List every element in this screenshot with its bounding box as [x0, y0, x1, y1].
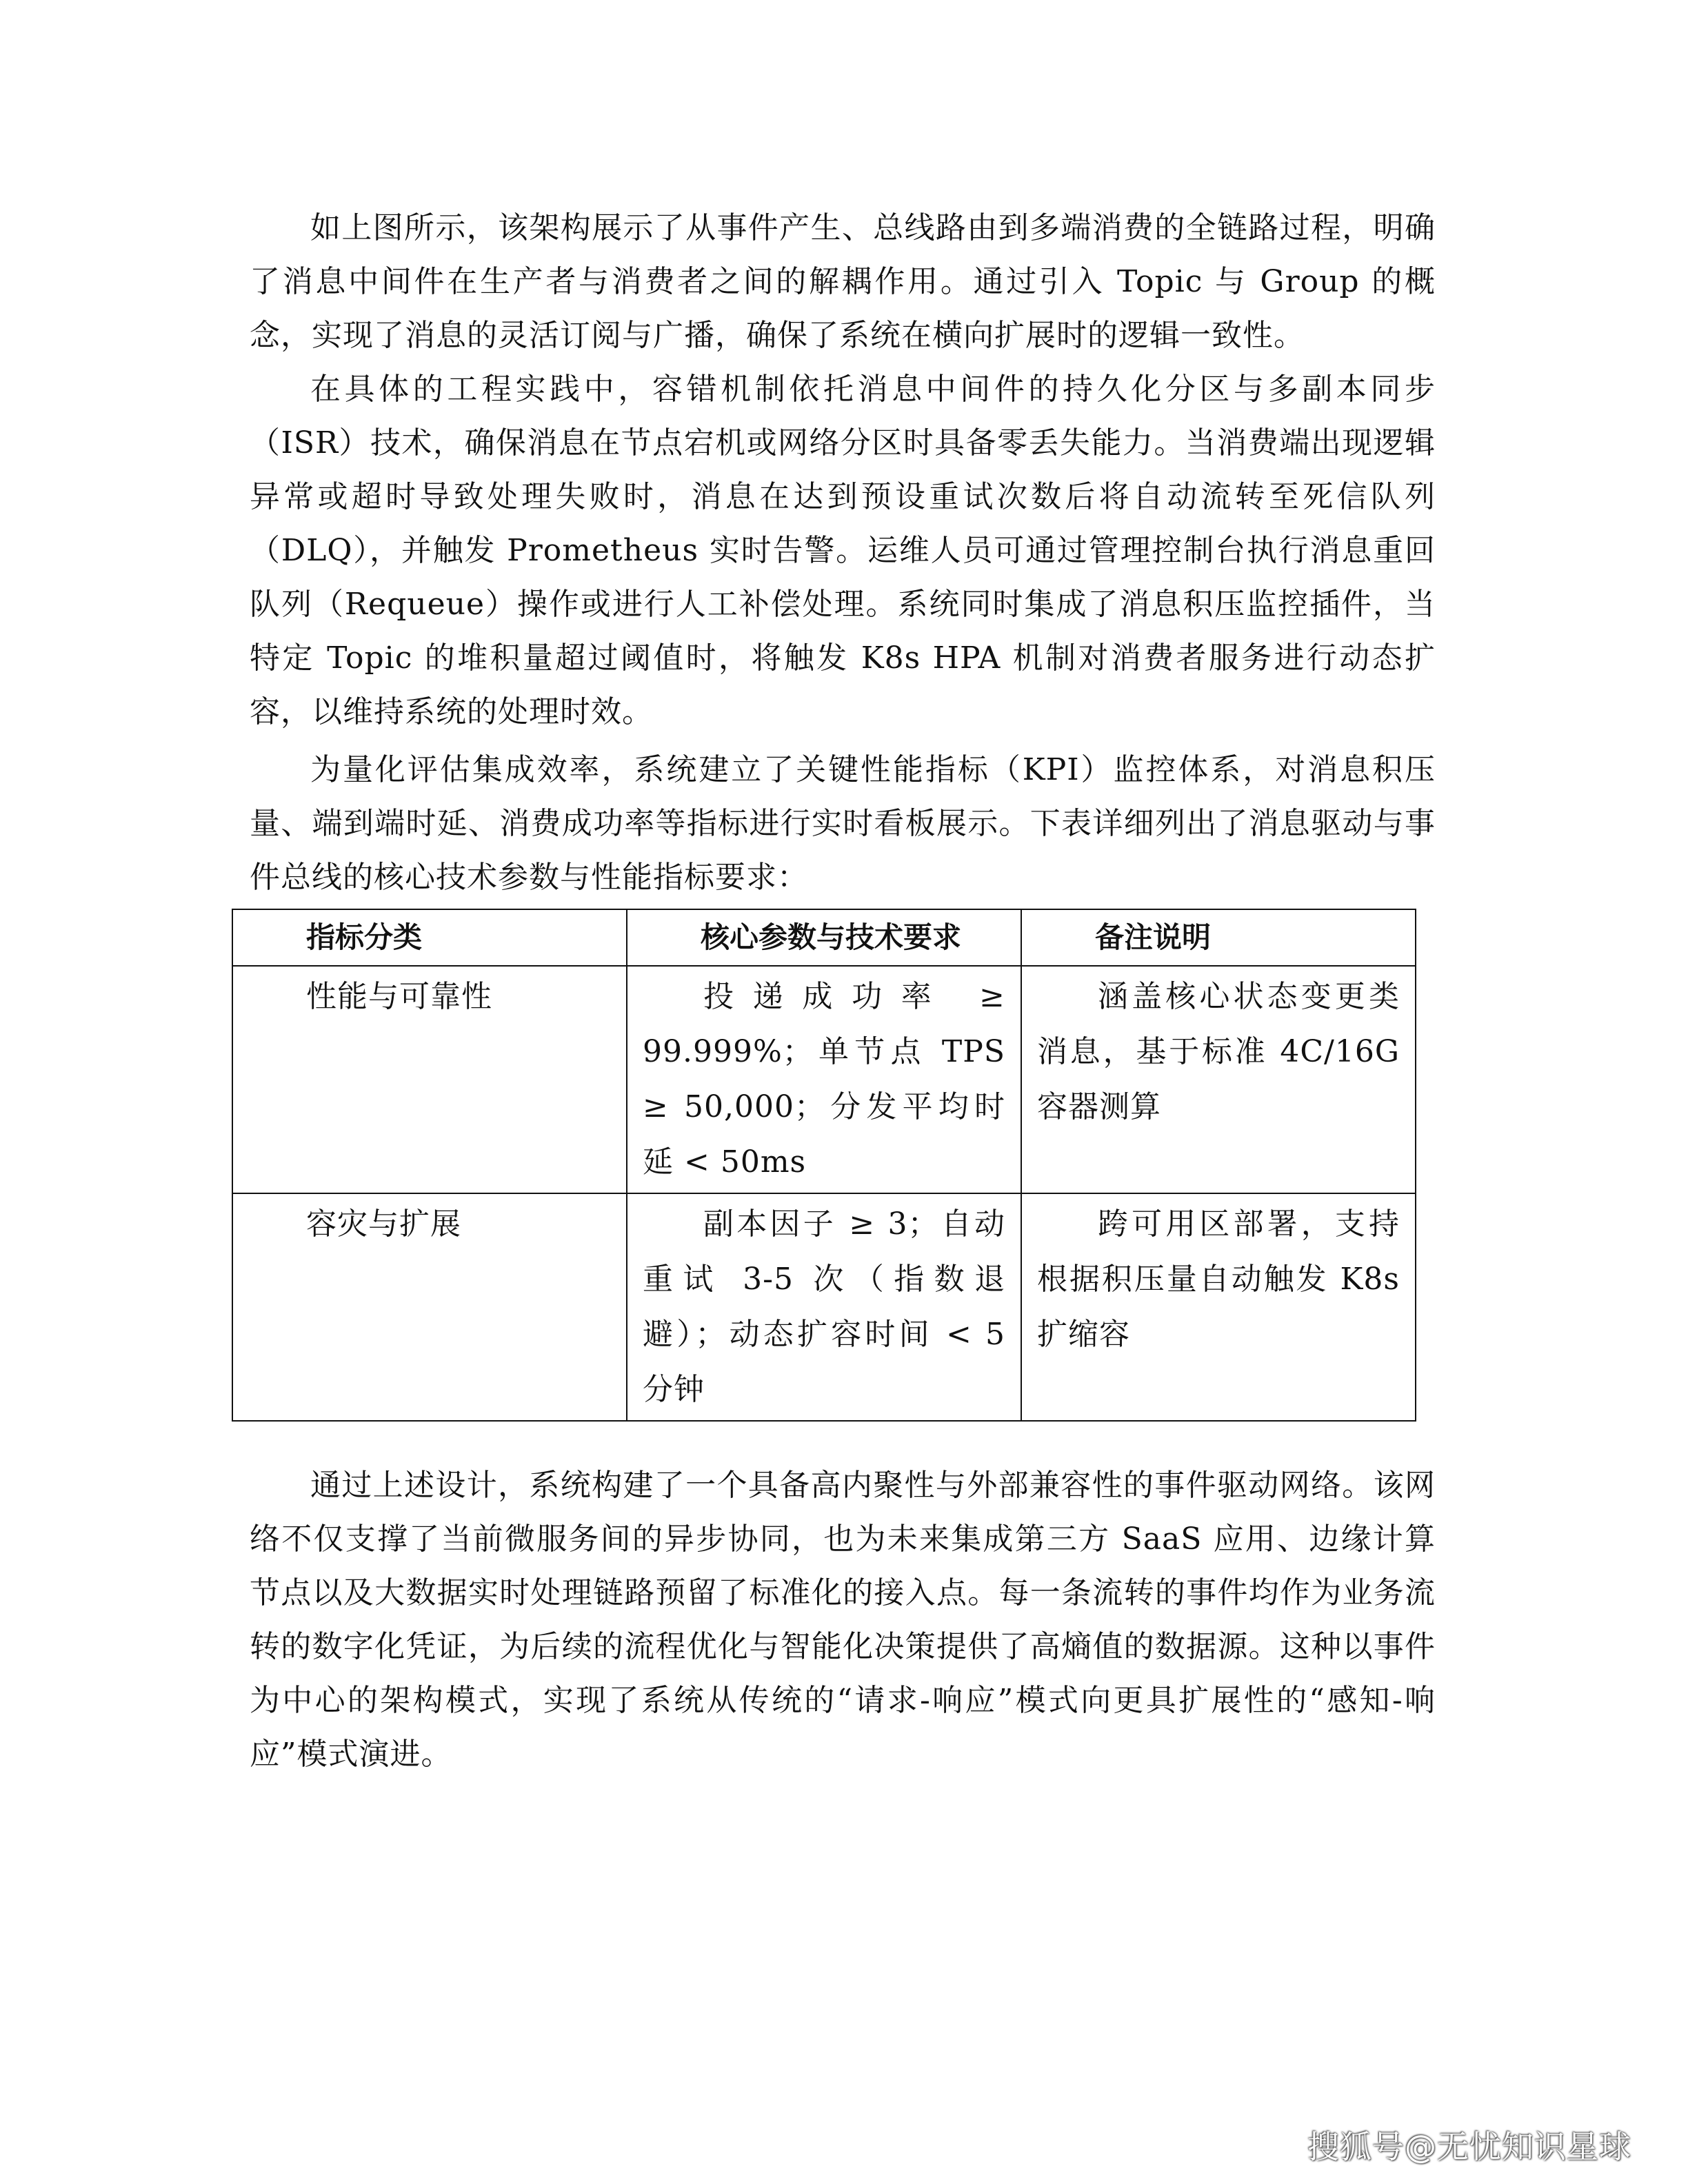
header-notes: 备注说明 [1021, 909, 1416, 966]
table-header-row [232, 909, 1416, 966]
paragraph-conclusion: 通过上述设计，系统构建了一个具备高内聚性与外部兼容性的事件驱动网络。该网络不仅支撑了当前微服务间的异步协同，也为未来集成第三方 SaaS 应用、边缘计算节点以及大数据实时处理链路预留了标准化的接入点。每一条流转的事件均作为业务流转的数字化凭证，为后续的流程优化与智能化决策提供了高熵值的数据源。这种以事件为中心的架构模式，实现了系统从传统的“请求-响应”模式向更具扩展性的“感知-响应”模式演进。 [250, 1468, 1436, 1772]
paragraph-fault-tolerance: 在具体的工程实践中，容错机制依托消息中间件的持久化分区与多副本同步（ISR）技术，确保消息在节点宕机或网络分区时具备零丢失能力。当消费端出现逻辑异常或超时导致处理失败时，消息在达到预设重试次数后将自动流转至死信队列（DLQ），并触发 Prometheus 实时告警。运维人员可通过管理控制台执行消息重回队列（Requeue）操作或进行人工补偿处理。系统同时集成了消息积压监控插件，当特定 Topic 的堆积量超过阈值时，将触发 K8s HPA 机制对消费者服务进行动态扩容，以维持系统的处理时效。 [250, 372, 1436, 729]
cell-notes: 涵盖核心状态变更类消息，基于标准 4C/16G 容器测算 [1021, 966, 1416, 1193]
header-requirements: 核心参数与技术要求 [627, 909, 1021, 966]
header-category: 指标分类 [232, 909, 627, 966]
kpi-table [232, 909, 1416, 1422]
paragraph-architecture-overview: 如上图所示，该架构展示了从事件产生、总线路由到多端消费的全链路过程，明确了消息中间件在生产者与消费者之间的解耦作用。通过引入 Topic 与 Group 的概念，实现了消息的灵活订阅与广播，确保了系统在横向扩展时的逻辑一致性。 [250, 210, 1436, 353]
table-row [232, 966, 1416, 1193]
watermark: 搜狐号@无忧知识星球 [1307, 2128, 1631, 2165]
paragraph-kpi-intro: 为量化评估集成效率，系统建立了关键性能指标（KPI）监控体系，对消息积压量、端到端时延、消费成功率等指标进行实时看板展示。下表详细列出了消息驱动与事件总线的核心技术参数与性能指标要求： [250, 752, 1436, 895]
cell-requirements: 副本因子 ≥ 3；自动重试 3-5 次（指数退避）；动态扩容时间 < 5 分钟 [627, 1193, 1021, 1421]
cell-notes: 跨可用区部署，支持根据积压量自动触发 K8s 扩缩容 [1021, 1193, 1416, 1421]
cell-category: 性能与可靠性 [232, 966, 627, 1193]
table-row [232, 1193, 1416, 1421]
cell-category: 容灾与扩展 [232, 1193, 627, 1421]
cell-requirements: 投递成功率 ≥ 99.999%；单节点 TPS ≥ 50,000；分发平均时延 < 50ms [627, 966, 1021, 1193]
